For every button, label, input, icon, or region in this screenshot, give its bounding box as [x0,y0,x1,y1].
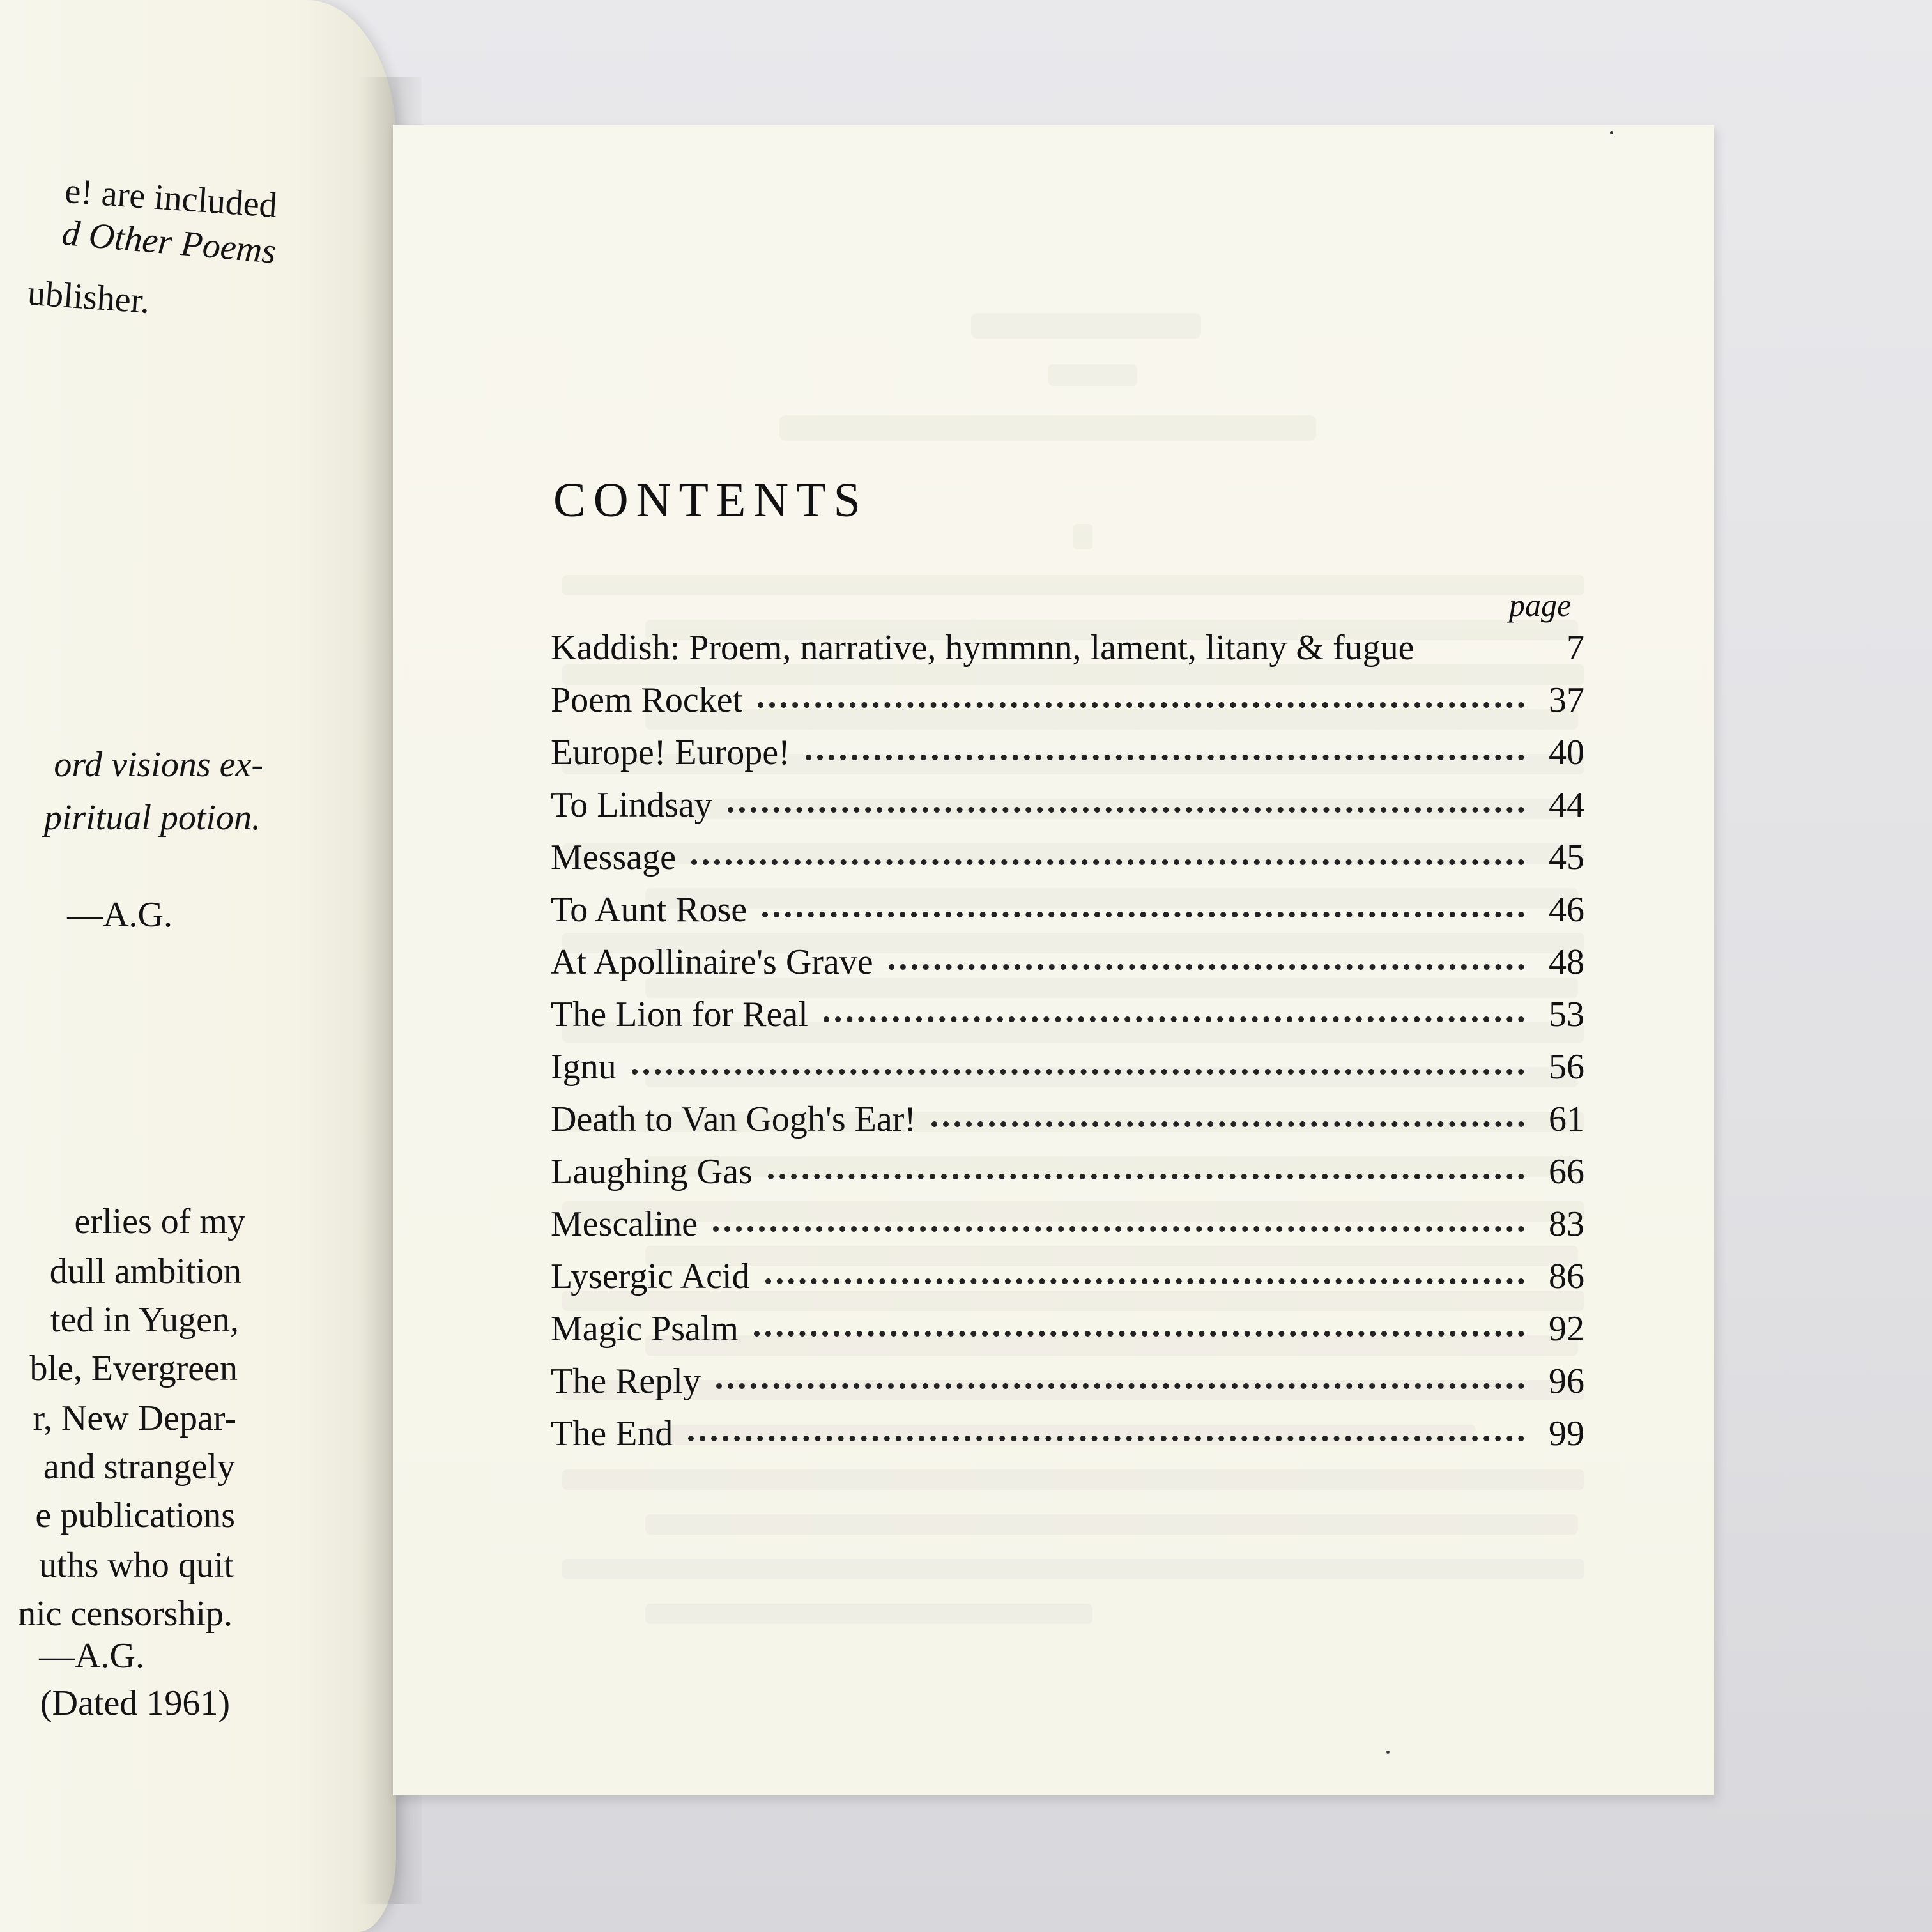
toc-entry-page: 7 [1567,628,1584,668]
left-page-line: dull ambition [49,1252,241,1291]
toc-entry-page: 56 [1549,1047,1584,1087]
left-page-line: ble, Evergreen [29,1349,238,1388]
left-page-line: d Other Poems [60,213,278,272]
toc-entry-title: At Apollinaire's Grave [551,942,873,982]
left-page-line: and strangely [43,1447,235,1487]
toc-entry [551,1099,1584,1151]
toc-entry [551,732,1584,785]
toc-entry-page: 40 [1549,733,1584,772]
left-page-line: e! are included [63,171,279,226]
toc-entry-title: Laughing Gas [551,1152,753,1192]
left-page-line: r, New Depar- [33,1399,236,1438]
toc-leader-dots [765,1278,1524,1284]
left-page-line: piritual potion. [43,798,261,838]
toc-entry [551,680,1584,732]
left-page-line: erlies of my [74,1202,245,1241]
toc-leader-dots [716,1383,1524,1389]
toc-entry [551,1256,1584,1308]
left-page-signature: —A.G. [39,1636,144,1676]
toc-entry-page: 53 [1549,995,1584,1034]
toc-entry [551,837,1584,889]
toc-entry [551,889,1584,942]
left-page-signature: —A.G. [67,895,172,935]
toc-leader-dots [632,1069,1524,1075]
toc-entry [551,1308,1584,1361]
toc-entry-title: Lysergic Acid [551,1257,750,1296]
toc-entry-page: 45 [1549,838,1584,877]
toc-entry-title: To Aunt Rose [551,890,747,930]
toc-leader-dots [728,807,1524,813]
toc-entry-title: The Lion for Real [551,995,808,1034]
toc-leader-dots [754,1331,1524,1337]
toc-leader-dots [758,702,1524,708]
left-page-line: ted in Yugen, [50,1300,239,1340]
print-mark [1386,1751,1390,1754]
toc-entry-title: The End [551,1414,673,1453]
toc-leader-dots [688,1436,1524,1441]
table-of-contents [551,627,1584,1466]
contents-heading: CONTENTS [553,473,868,527]
toc-entry [551,1361,1584,1413]
toc-entry [551,1046,1584,1099]
toc-entry-page: 86 [1549,1257,1584,1296]
toc-entry [551,994,1584,1046]
toc-entry-page: 83 [1549,1204,1584,1244]
toc-entry-page: 92 [1549,1309,1584,1349]
toc-entry-title: Message [551,838,676,877]
toc-entry [551,627,1584,680]
left-page-line: ublisher. [26,273,151,321]
toc-entry-title: Kaddish: Proem, narrative, hymmnn, lament, litany & fugue [551,628,1414,668]
toc-entry-title: Europe! Europe! [551,733,790,772]
toc-leader-dots [691,859,1524,865]
left-page-date: (Dated 1961) [40,1683,230,1723]
toc-entry-page: 46 [1549,890,1584,930]
toc-entry [551,1151,1584,1204]
toc-entry-page: 44 [1549,785,1584,825]
toc-entry-page: 66 [1549,1152,1584,1192]
toc-entry [551,942,1584,994]
toc-leader-dots [713,1226,1524,1232]
toc-entry-page: 61 [1549,1100,1584,1139]
toc-entry [551,1204,1584,1256]
left-page-line: ord visions ex- [54,745,263,785]
toc-leader-dots [931,1121,1524,1127]
toc-entry-title: Magic Psalm [551,1309,739,1349]
toc-entry-page: 99 [1549,1414,1584,1453]
toc-entry-title: Mescaline [551,1204,698,1244]
toc-leader-dots [824,1016,1524,1022]
toc-entry [551,785,1584,837]
toc-entry-title: Poem Rocket [551,680,743,720]
toc-entry-title: Ignu [551,1047,617,1087]
toc-entry-title: The Reply [551,1361,701,1401]
toc-leader-dots [889,964,1524,970]
toc-leader-dots [762,912,1524,917]
toc-entry-page: 48 [1549,942,1584,982]
toc-leader-dots [768,1174,1524,1179]
page-column-label: page [1509,587,1572,623]
toc-entry-title: To Lindsay [551,785,712,825]
toc-entry-title: Death to Van Gogh's Ear! [551,1100,917,1139]
toc-entry [551,1413,1584,1466]
print-mark [1610,131,1613,134]
left-page-line: uths who quit [39,1545,234,1585]
toc-leader-dots [806,755,1524,760]
left-page-line: e publications [35,1496,235,1535]
toc-entry-page: 96 [1549,1361,1584,1401]
toc-entry-page: 37 [1549,680,1584,720]
left-page-line: nic censorship. [18,1594,233,1634]
